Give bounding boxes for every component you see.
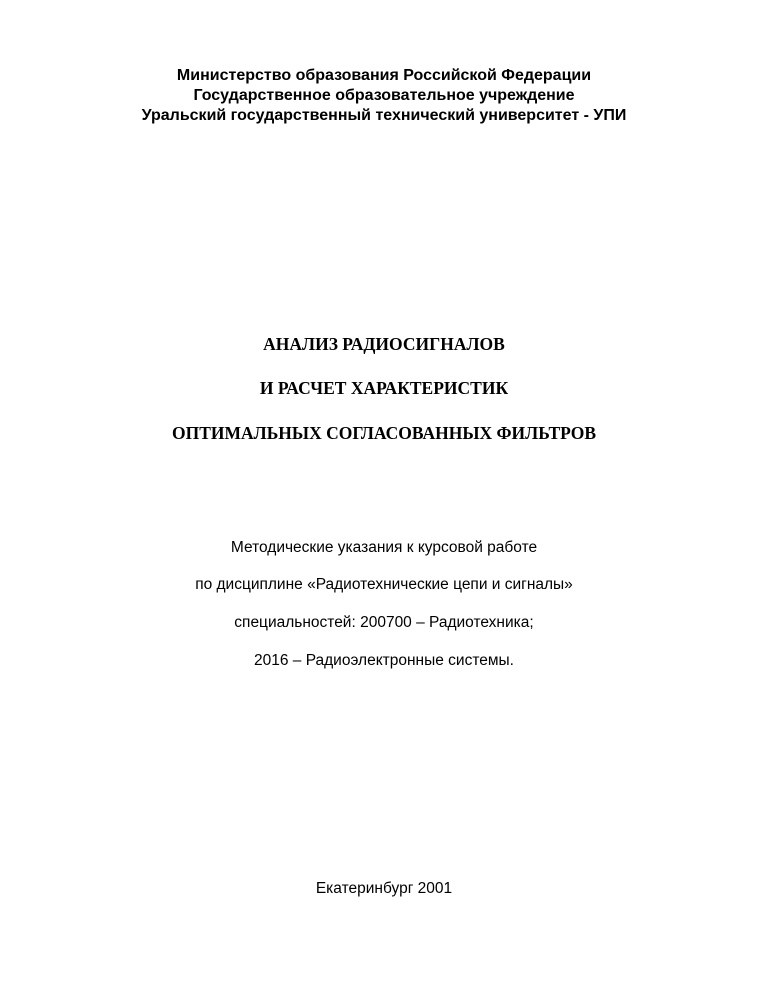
institution-type-line: Государственное образовательное учреждение [193,87,575,104]
university-line: Уральский государственный технический университет - УПИ [141,107,627,124]
document-title-line-3: ОПТИМАЛЬНЫХ СОГЛАСОВАННЫХ ФИЛЬТРОВ [172,423,596,443]
description-line-1: Методические указания к курсовой работе [230,539,538,556]
ministry-line: Министерство образования Российской Федерации [176,67,592,84]
document-title-line-2: И РАСЧЕТ ХАРАКТЕРИСТИК [259,378,509,398]
city-year: Екатеринбург 2001 [315,880,453,897]
description-line-3: специальностей: 200700 – Радиотехника; [234,614,534,631]
document-title-line-1: АНАЛИЗ РАДИОСИГНАЛОВ [263,334,505,354]
description-line-4: 2016 – Радиоэлектронные системы. [253,652,514,669]
description-line-2: по дисциплине «Радиотехнические цепи и сигналы» [195,576,573,593]
